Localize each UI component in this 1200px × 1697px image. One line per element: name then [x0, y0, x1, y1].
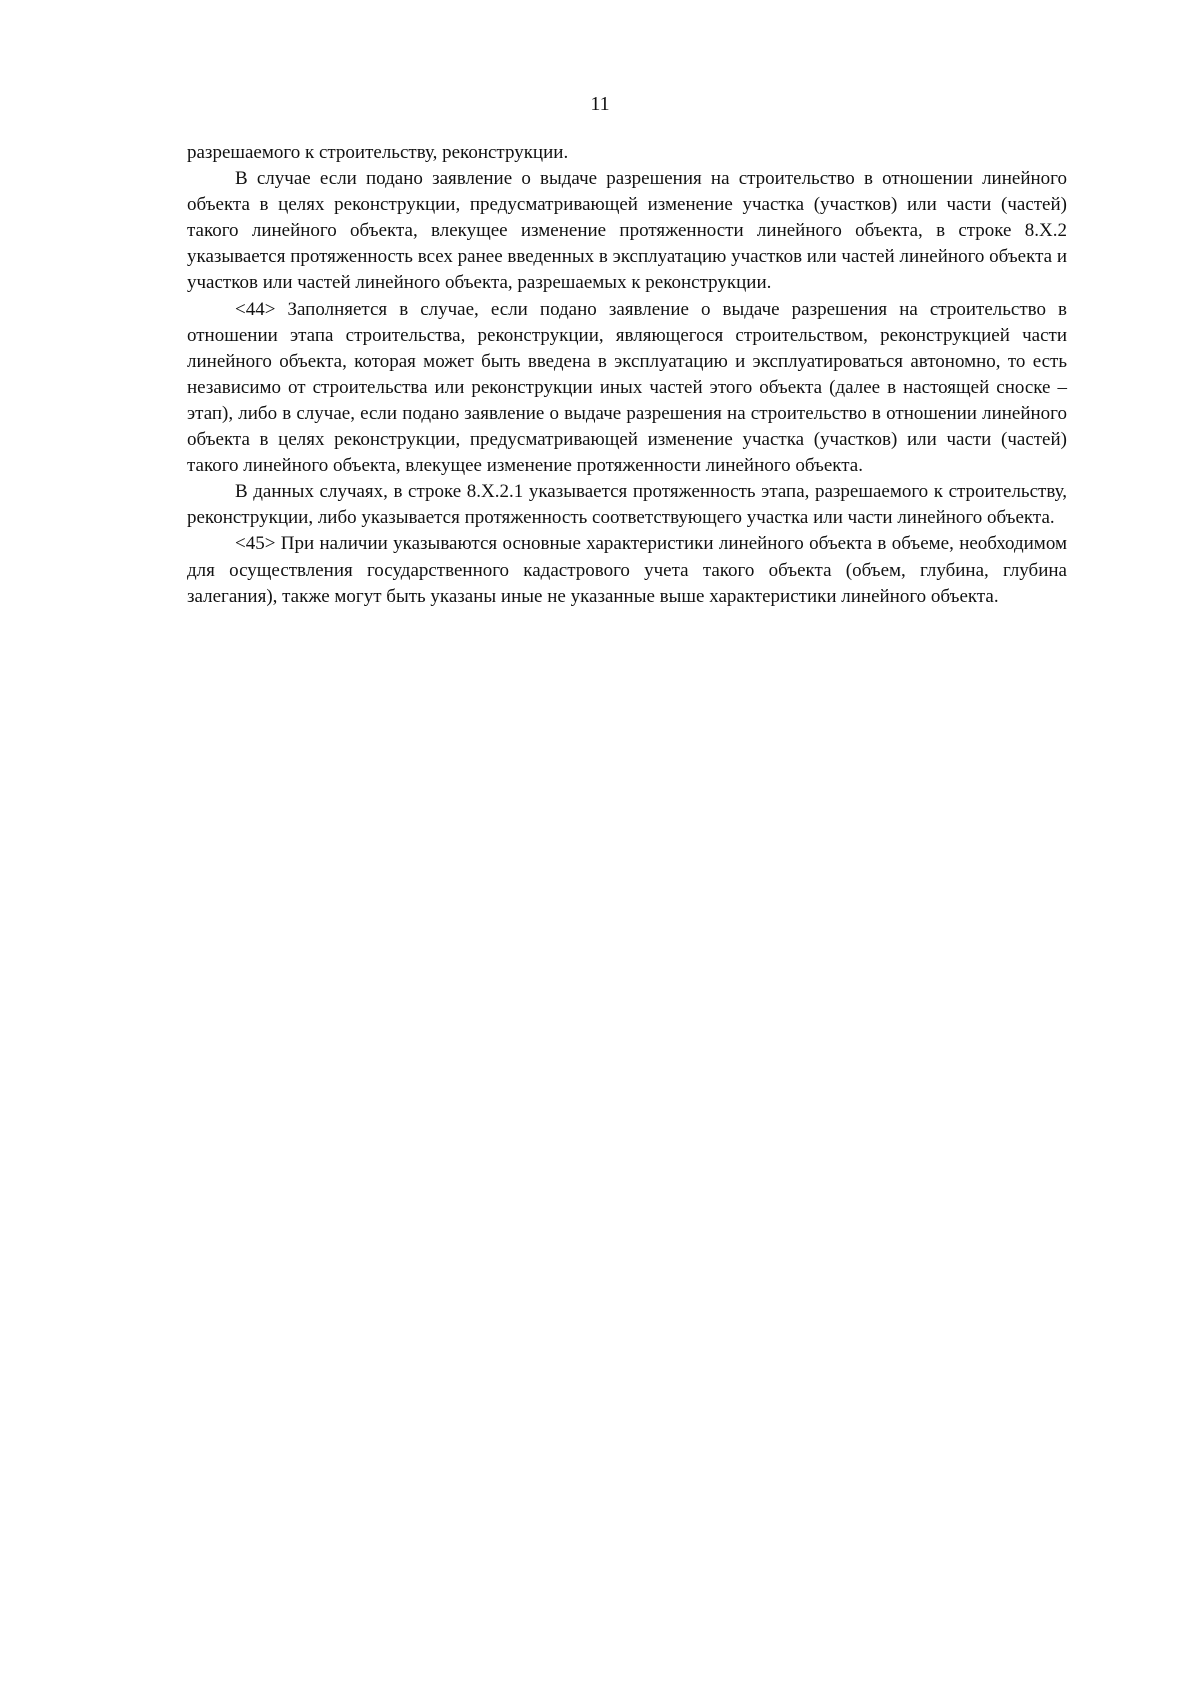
footnote-45: <45> При наличии указываются основные характеристики линейного объекта в объеме, необходимом для осуществления государственного кадастрового учета такого объекта (объем, глубина, глубина залегания), также могут быть указаны иные не указанные выше характеристики линейного объекта. [187, 533, 1067, 607]
footnote-44: <44> Заполняется в случае, если подано заявление о выдаче разрешения на строительство в отношении этапа строительства, реконструкции, являющегося строительством, реконструкцией части линейного объекта, которая может быть введена в эксплуатацию и эксплуатироваться автономно, то есть независимо от строительства или реконструкции иных частей этого объекта (далее в настоящей сноске – этап), либо в случае, если подано заявление о выдаче разрешения на строительство в отношении линейного объекта в целях реконструкции, предусматривающей изменение участка (участков) или части (частей) такого линейного объекта, влекущее изменение протяженности линейного объекта. [187, 298, 1067, 477]
page-number: 11 [590, 93, 610, 115]
paragraph-stage-length: В данных случаях, в строке 8.X.2.1 указывается протяженность этапа, разрешаемого к строительству, реконструкции, либо указывается протяженность соответствующего участка или части линейного объекта. [187, 481, 1067, 529]
document-body [187, 140, 1067, 610]
paragraph-reconstruction-length: В случае если подано заявление о выдаче разрешения на строительство в отношении линейного объекта в целях реконструкции, предусматривающей изменение участка (участков) или части (частей) такого линейного объекта, влекущее изменение протяженности линейного объекта, в строке 8.X.2 указывается протяженность всех ранее введенных в эксплуатацию участков или частей линейного объекта и участков или частей линейного объекта, разрешаемых к реконструкции. [187, 168, 1067, 294]
paragraph-continuation: разрешаемого к строительству, реконструкции. [187, 142, 569, 163]
